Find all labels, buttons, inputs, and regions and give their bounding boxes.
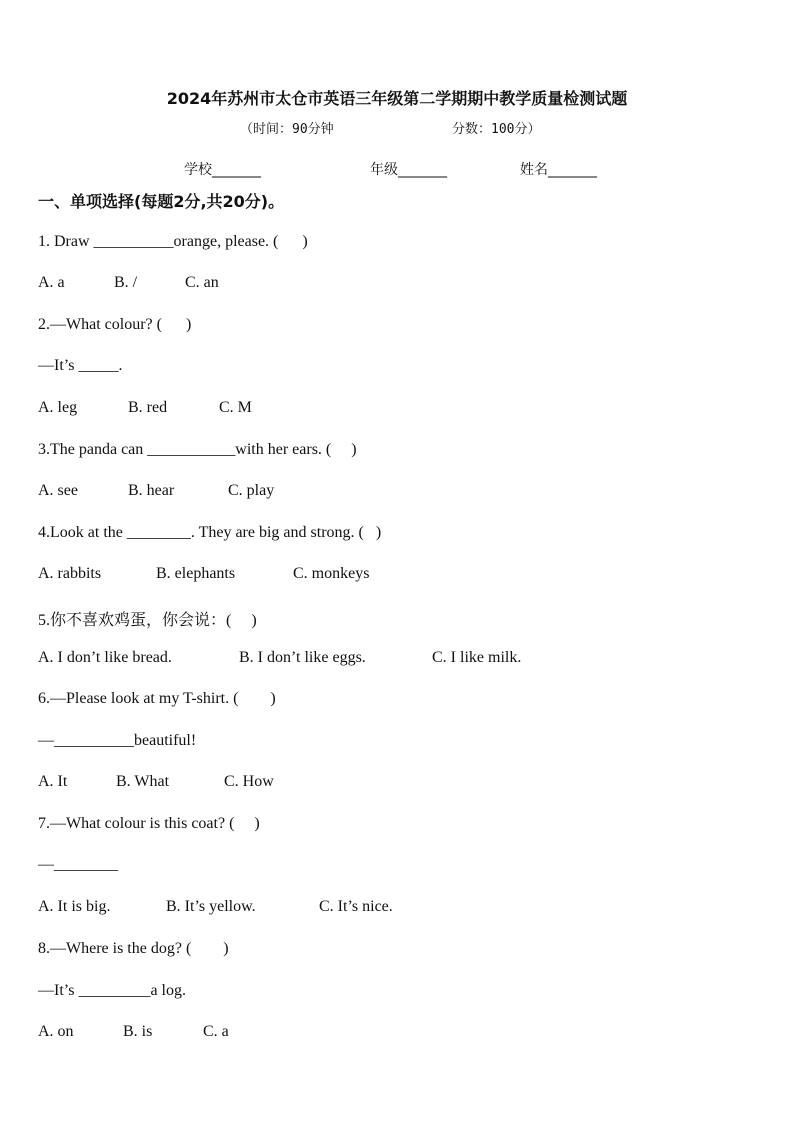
- option-c: C. a: [203, 1023, 229, 1040]
- grade-field: 年级_______: [370, 162, 447, 178]
- option-b: B. I don’t like eggs.: [239, 649, 366, 666]
- question-5-stem: 5.你不喜欢鸡蛋，你会说：( ): [38, 612, 257, 629]
- name-field: 姓名_______: [520, 162, 597, 178]
- option-a: A. rabbits: [38, 565, 102, 582]
- option-b: B. elephants: [156, 565, 236, 582]
- option-c: C. How: [224, 773, 274, 790]
- option-c: C. monkeys: [293, 565, 370, 582]
- exam-score: 分数：100分）: [452, 122, 541, 137]
- option-a: A. leg: [38, 399, 78, 416]
- option-a: A. I don’t like bread.: [38, 649, 172, 666]
- option-c: C. I like milk.: [432, 649, 522, 666]
- option-a: A. a: [38, 274, 65, 291]
- option-b: B. red: [128, 399, 168, 416]
- question-2-answer-line: —It’s _____.: [38, 357, 123, 374]
- option-a: A. It: [38, 773, 68, 790]
- question-2-stem: 2.—What colour? ( ): [38, 316, 192, 333]
- question-7-stem: 7.—What colour is this coat? ( ): [38, 815, 260, 832]
- option-c: C. play: [228, 482, 275, 499]
- option-c: C. an: [185, 274, 219, 291]
- question-3-stem: 3.The panda can ___________with her ears. ( ): [38, 441, 357, 458]
- question-4-stem: 4.Look at the ________. They are big and strong. ( ): [38, 524, 382, 541]
- option-a: A. It is big.: [38, 898, 111, 915]
- option-a: A. on: [38, 1023, 74, 1040]
- option-c: C. M: [219, 399, 252, 416]
- option-b: B. What: [116, 773, 170, 790]
- option-b: B. hear: [128, 482, 175, 499]
- question-1-stem: 1. Draw __________orange, please. ( ): [38, 233, 308, 250]
- question-8-stem: 8.—Where is the dog? ( ): [38, 940, 229, 957]
- option-a: A. see: [38, 482, 78, 499]
- option-c: C. It’s nice.: [319, 898, 393, 915]
- section-heading: 一、单项选择(每题2分,共20分)。: [38, 192, 285, 211]
- school-field: 学校_______: [184, 162, 261, 178]
- option-b: B. It’s yellow.: [166, 898, 256, 915]
- question-7-answer-line: —________: [38, 856, 118, 873]
- question-6-answer-line: —__________beautiful!: [38, 732, 197, 749]
- option-b: B. /: [114, 274, 138, 291]
- question-8-answer-line: —It’s _________a log.: [38, 982, 186, 999]
- exam-time: （时间：90分钟: [240, 122, 334, 137]
- question-6-stem: 6.—Please look at my T-shirt. ( ): [38, 690, 276, 707]
- option-b: B. is: [123, 1023, 153, 1040]
- page-title: 2024年苏州市太仓市英语三年级第二学期期中教学质量检测试题: [166, 89, 628, 108]
